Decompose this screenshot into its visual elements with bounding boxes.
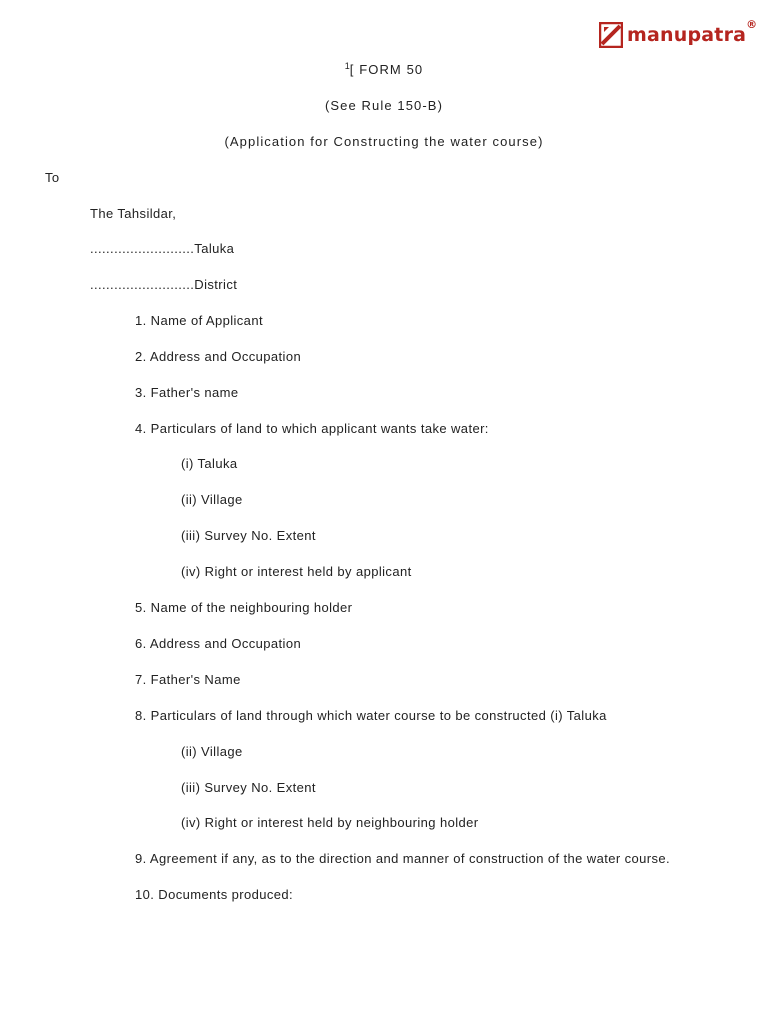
addressee: The Tahsildar, [90,206,177,221]
district-line: ..........................District [90,277,238,292]
brand-name: manupatra [627,24,747,46]
form-title-text: [ FORM 50 [349,62,424,77]
list-item: 8. Particulars of land through which water course to be constructed (i) Taluka [135,708,607,723]
manupatra-logo-icon [599,22,623,48]
list-item: 9. Agreement if any, as to the direction and manner of construction of the water course. [135,851,671,866]
list-subitem: (iv) Right or interest held by applicant [181,564,412,579]
registered-mark: ® [746,18,758,31]
manupatra-logo [599,18,758,50]
list-item: 3. Father's name [135,385,239,400]
list-item: 5. Name of the neighbouring holder [135,600,353,615]
list-subitem: (iv) Right or interest held by neighbouring holder [181,815,479,830]
list-subitem: (ii) Village [181,492,243,507]
to-label: To [45,170,60,185]
form-title [0,62,768,78]
form-subtitle: (Application for Constructing the water course) [224,134,544,149]
list-subitem: (iii) Survey No. Extent [181,528,316,543]
list-subitem: (i) Taluka [181,456,238,471]
footnote-marker: 1 [344,61,350,71]
list-item: 4. Particulars of land to which applicant wants take water: [135,421,489,436]
list-subitem: (iii) Survey No. Extent [181,780,316,795]
list-item: 10. Documents produced: [135,887,294,902]
list-item: 6. Address and Occupation [135,636,302,651]
list-item: 2. Address and Occupation [135,349,302,364]
rule-reference: (See Rule 150-B) [324,98,444,113]
list-subitem: (ii) Village [181,744,243,759]
taluka-line: ..........................Taluka [90,241,235,256]
list-item: 1. Name of Applicant [135,313,263,328]
list-item: 7. Father's Name [135,672,241,687]
